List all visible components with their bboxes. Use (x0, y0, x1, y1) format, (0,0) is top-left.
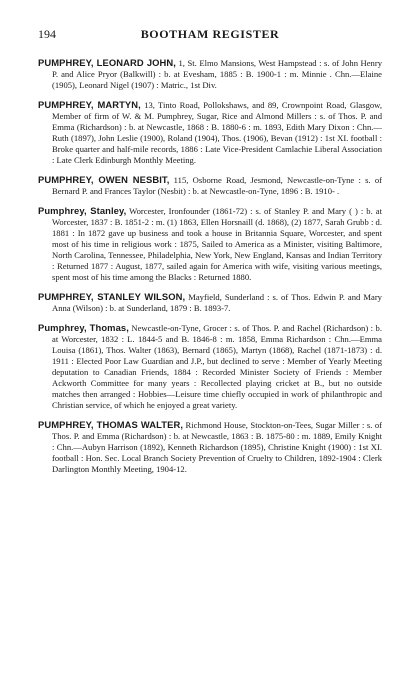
entry-owen-nesbit (38, 174, 382, 197)
entry-text: Mayfield, Sunderland : s. of Thos. Edwin P. and Mary Anna (Wilson) : b. at Sunderland, 1879 : B. 1893-7. (52, 292, 382, 313)
entry-name: PUMPHREY, THOMAS WALTER, (38, 419, 184, 430)
entry-name: PUMPHREY, MARTYN, (38, 99, 141, 110)
entry-text: 1, St. Elmo Mansions, West Hampstead : s. of John Henry P. and Alice Pryor (Balkwill) : b. at Evesham, 1885 : B. 1900-1 : m. Minnie . Chn.—Elaine (1905), Leonard Nigel (1907) : Matric., 1st Div. (52, 58, 382, 90)
entry-text: Richmond House, Stockton-on-Tees, Sugar Miller : s. of Thos. P. and Emma (Richardson) : b. at Newcastle, 1863 : B. 1875-80 : m. 1889, Emily Knight : Chn.—Aubyn Harrison (1892), Kenneth Richardson (1895), Christine Knight (1900) : 1st XI. football : Hon. Sec. Local Branch Society Prevention of Cruelty to Children, 1892-1904 : Clerk Darlington Monthly Meeting, 1904-12. (52, 420, 382, 474)
entry-stanley (38, 205, 382, 283)
entry-thomas-walter (38, 419, 382, 475)
entry-leonard-john (38, 57, 382, 91)
entry-text: Newcastle-on-Tyne, Grocer : s. of Thos. P. and Rachel (Richardson) : b. at Worcester, 1832 : L. 1844-5 and B. 1846-8 : m. 1858, Emma Richardson : Chn.—Emma Louisa (1861), Thos. Walter (1863), Bernard (1865), Martyn (1868), Rachel (1871-1873) : d. 1911 : Elected Poor Law Guardian and J.P., but declined to serve : Member of Yearly Meeting deputation to Canadian Friends, 1884 : Recorded Minister Society of Friends : Member Ackworth Committee for many years : Recollected playing cricket at B., but no outside matches then arranged : Hobbies—Leisure time chiefly occupied in work of philanthropic and Christian service, of which he enjoyed a great variety. (52, 323, 382, 410)
entry-text: Worcester, Ironfounder (1861-72) : s. of Stanley P. and Mary ( ) : b. at Worcester, 1837 : B. 1851-2 : m. (1) 1863, Ellen Horsnaill (d. 1868), (2) 1877, Sarah Grubb : d. 1881 : In 1872 gave up business and took a house in Britannia Square, Worcester, and spent most of his time in religious work : 1875, Sailed to America as a Minister, visiting Baltimore, North Carolina, Tennessee, Philadelphia, New York, New England, Kansas and Indian Territory : Returned 1877 : August, 1877, sailed again for America with wife, visiting various meetings, spent most of his time among the Blacks : Returned 1880. (52, 206, 382, 282)
page-number: 194 (38, 27, 56, 41)
running-title: BOOTHAM REGISTER (140, 27, 280, 41)
page-header (38, 27, 382, 47)
entry-martyn (38, 99, 382, 166)
entry-name: PUMPHREY, LEONARD JOHN, (38, 57, 176, 68)
entry-name: Pumphrey, Stanley, (38, 205, 127, 216)
entry-name: Pumphrey, Thomas, (38, 322, 129, 333)
register-entries (38, 57, 382, 475)
entry-text: 115, Osborne Road, Jesmond, Newcastle-on-Tyne : s. of Bernard P. and Frances Taylor (Nesbit) : b. at Newcastle-on-Tyne, 1896 : B. 1910- . (52, 175, 382, 196)
entry-text: 13, Tinto Road, Pollokshaws, and 89, Crownpoint Road, Glasgow, Member of firm of W. & M. Pumphrey, Sugar, Rice and Almond Millers : s. of Thos. P. and Emma (Richardson) : b. at Newcastle, 1868 : B. 1880-6 : m. 1893, Edith Mary Dixon : Chn.—Ruth (1897), John Leslie (1900), Roland (1904), Thos. (1906), Bevan (1912) : 1st XI. football : Broke quarter and half-mile records, 1886 : Late Vice-President Camlachie Liberal Association : Late Clerk Edinburgh Monthly Meeting. (52, 100, 382, 165)
entry-name: PUMPHREY, STANLEY WILSON, (38, 291, 186, 302)
entry-name: PUMPHREY, OWEN NESBIT, (38, 174, 170, 185)
entry-stanley-wilson (38, 291, 382, 314)
entry-thomas (38, 322, 382, 411)
